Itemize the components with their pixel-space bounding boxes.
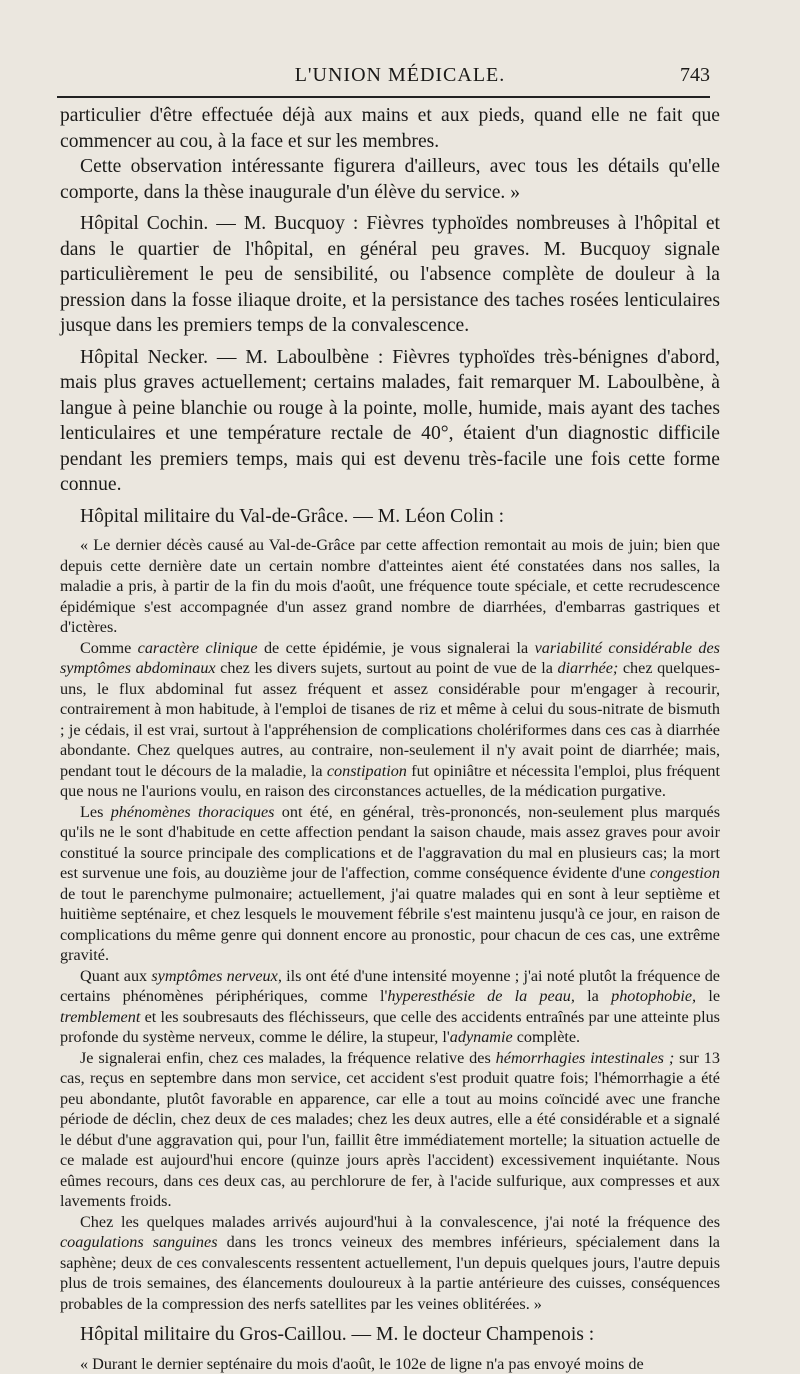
quote-paragraph-5: Je signalerai enfin, chez ces malades, la fréquence relative des hémorrhagies intestinales ; sur 13 cas, reçus en septembre dans mon service, cet accident s'est produit quatre fois; l'hémorrhagie a été peu abondante, plutôt favorable en apparence, car elle a tout au moins coïncidé avec une franche période de déclin, chez deux de ces malades; chez les deux autres, elle a été considérable et a signalé le début d'une aggravation qui, pour l'un, faillit être immédiatement mortelle; la situation actuelle de ce malade est aujourd'hui encore (quinze jours après l'accident) excessivement inquiétante. Nous eûmes recours, dans ces deux cas, au perchlorure de fer, à l'acide sulfurique, aux compresses et aux lavements froids. [60, 1048, 720, 1212]
quote-paragraph-4: Quant aux symptômes nerveux, ils ont été d'une intensité moyenne ; j'ai noté plutôt la fréquence de certains phénomènes périphériques, comme l'hyperesthésie de la peau, la photophobie, le tremblement et les soubresauts des fléchisseurs, que celle des accidents entraînés par une atteinte plus profonde du système nerveux, comme le délire, la stupeur, l'adynamie complète. [60, 966, 720, 1048]
running-title: L'UNION MÉDICALE. [0, 64, 800, 87]
paragraph-observation: Cette observation intéressante figurera d'ailleurs, avec tous les détails qu'elle comporte, dans la thèse inaugurale d'un élève du service. » [60, 154, 720, 205]
page-header [0, 60, 800, 90]
paragraph-continued: particulier d'être effectuée déjà aux mains et aux pieds, quand elle ne fait que commencer au cou, à la face et sur les membres. [60, 103, 720, 154]
quote-paragraph-2: Comme caractère clinique de cette épidémie, je vous signalerai la variabilité considérable des symptômes abdominaux chez les divers sujets, surtout au point de vue de la diarrhée; chez quelques-uns, le flux abdominal fut assez fréquent et assez considérable pour m'engager à recourir, contrairement à mon habitude, à l'emploi de tisanes de riz et même à celui du sous-nitrate de bismuth ; je cédais, il est vrai, surtout à l'appréhension de complications cholériformes dans ces cas à diarrhée abondante. Chez quelques autres, au contraire, non-seulement il n'y avait point de diarrhée; mais, pendant tout le décours de la maladie, la constipation fut opiniâtre et nécessita l'emploi, plus fréquent que nous ne l'aurions voulu, en raison des circonstances actuelles, de la médication purgative. [60, 638, 720, 802]
quote-paragraph-3: Les phénomènes thoraciques ont été, en général, très-prononcés, non-seulement plus marqués qu'ils ne le sont d'habitude en cette affection pendant la saison chaude, mais assez graves pour avoir constitué la source principale des complications et de l'aggravation du mal en plusieurs cas; la mort est survenue une fois, au douzième jour de l'affection, comme conséquence évidente d'une congestion de tout le parenchyme pulmonaire; actuellement, j'ai quatre malades qui en sont à leur septième et huitième septénaire, et chez lesquels le mouvement fébrile s'est maintenu jusqu'à ce jour, en raison de complications du même genre qui donnent encore au pronostic, pour chacun de ces cas, une extrême gravité. [60, 802, 720, 966]
header-rule [57, 96, 710, 98]
quote-paragraph-6: Chez les quelques malades arrivés aujourd'hui à la convalescence, j'ai noté la fréquence des coagulations sanguines dans les troncs veineux des membres inférieurs, spécialement dans la saphène; deux de ces convalescents ressentent actuellement, l'un depuis quelques jours, l'autre depuis plus de trois semaines, des élancements douloureux à la partie antérieure des cuisses, conséquences probables de la compression des nerfs satellites par les veines oblitérées. » [60, 1212, 720, 1315]
paragraph-hopital-cochin: Hôpital Cochin. — M. Bucquoy : Fièvres typhoïdes nombreuses à l'hôpital et dans le quartier de l'hôpital, en général peu graves. M. Bucquoy signale particulièrement le peu de sensibilité, ou l'absence complète de douleur à la pression dans la fosse iliaque droite, et la persistance des taches rosées lenticulaires jusque dans les premiers temps de la convalescence. [60, 211, 720, 339]
heading-val-de-grace: Hôpital militaire du Val-de-Grâce. — M. Léon Colin : [60, 504, 720, 530]
heading-gros-caillou: Hôpital militaire du Gros-Caillou. — M. le docteur Champenois : [60, 1322, 720, 1348]
paragraph-hopital-necker: Hôpital Necker. — M. Laboulbène : Fièvres typhoïdes très-bénignes d'abord, mais plus graves actuellement; certains malades, fait remarquer M. Laboulbène, à langue à peine blanchie ou rouge à la pointe, molle, humide, mais ayant des taches lenticulaires et une température rectale de 40°, étaient d'un diagnostic difficile pendant les premiers temps, mais qui est devenu très-facile une fois cette forme connue. [60, 345, 720, 498]
quote-paragraph-1: « Le dernier décès causé au Val-de-Grâce par cette affection remontait au mois de juin; bien que depuis cette dernière date un certain nombre d'atteintes aient été constatées dans nos salles, la maladie a pris, à partir de la fin du mois d'août, une fréquence toute spéciale, et cette recrudescence épidémique s'est accompagnée d'un assez grand nombre de diarrhées, d'embarras gastriques et d'ictères. [60, 535, 720, 638]
page-number: 743 [680, 64, 710, 87]
article-body [60, 103, 720, 1374]
quote-gros-caillou: « Durant le dernier septénaire du mois d'août, le 102e de ligne n'a pas envoyé moins de [60, 1354, 720, 1374]
